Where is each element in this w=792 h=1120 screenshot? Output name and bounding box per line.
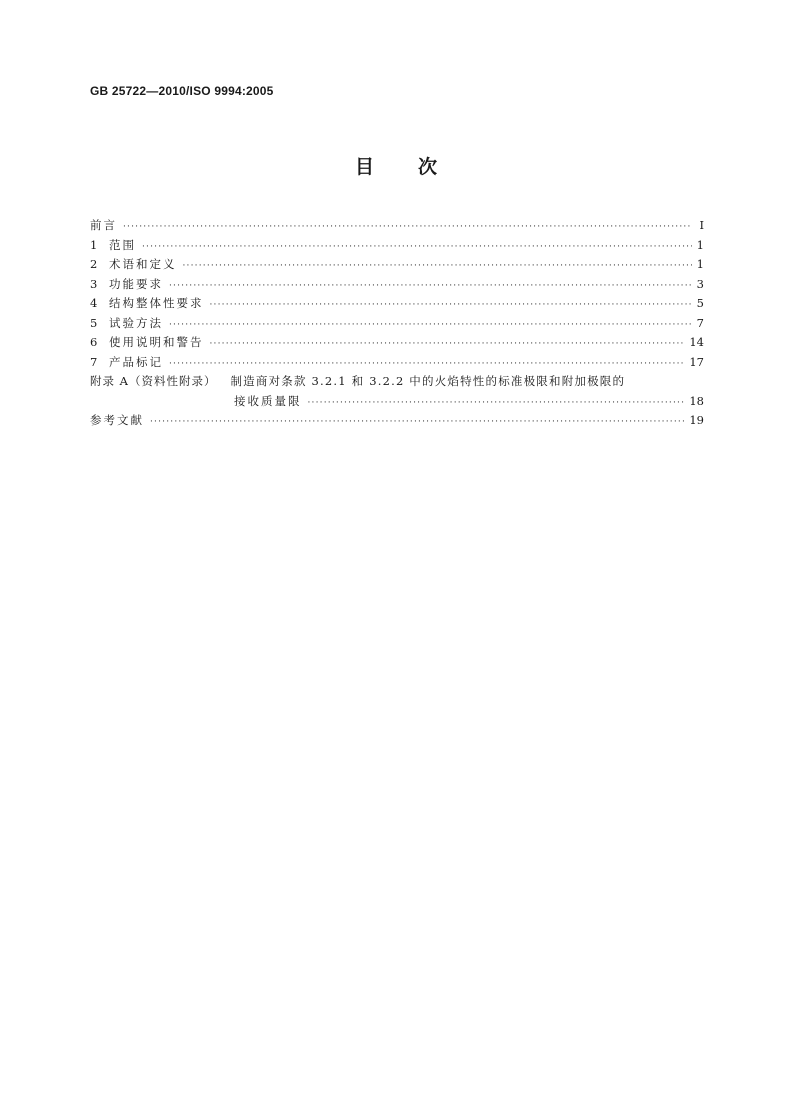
toc-entry-structural-requirements[interactable] bbox=[90, 294, 704, 314]
toc-leader-dots bbox=[123, 218, 692, 238]
page-title bbox=[0, 152, 792, 179]
annex-title-line1: 制造商对条款 3.2.1 和 3.2.2 中的火焰特性的标准极限和附加极限的 bbox=[230, 374, 626, 388]
table-of-contents bbox=[90, 216, 704, 431]
toc-entry-label: 范围 bbox=[109, 237, 136, 252]
annex-label: 附录 A（资料性附录） bbox=[90, 374, 217, 388]
toc-entry-product-marking[interactable] bbox=[90, 353, 704, 373]
title-char-right: 次 bbox=[418, 156, 438, 178]
title-char-left: 目 bbox=[354, 156, 374, 178]
toc-entry-annex-a[interactable] bbox=[90, 372, 704, 392]
toc-entry-label: 参考文献 bbox=[90, 413, 144, 427]
toc-entry-label: 试验方法 bbox=[109, 315, 163, 330]
toc-entry-number: 6 bbox=[90, 335, 98, 349]
toc-entry-number: 1 bbox=[90, 237, 98, 252]
toc-entry-number: 2 bbox=[90, 257, 98, 271]
toc-entry-page: 1 bbox=[696, 257, 704, 271]
toc-entry-label: 前言 bbox=[90, 218, 117, 232]
toc-entry-page: 1 bbox=[696, 237, 704, 252]
toc-entry-page: 17 bbox=[689, 354, 704, 369]
toc-entry-functional-requirements[interactable] bbox=[90, 275, 704, 295]
toc-leader-dots bbox=[150, 413, 685, 433]
toc-leader-dots bbox=[210, 296, 693, 316]
toc-entry-label: 结构整体性要求 bbox=[109, 296, 204, 310]
toc-entry-instructions-warnings[interactable] bbox=[90, 333, 704, 353]
annex-title-line2: 接收质量限 bbox=[234, 393, 302, 408]
toc-entry-number: 3 bbox=[90, 276, 98, 291]
toc-entry-page: 7 bbox=[696, 315, 704, 330]
toc-entry-terms[interactable] bbox=[90, 255, 704, 275]
toc-leader-dots bbox=[142, 238, 692, 258]
toc-entry-label: 术语和定义 bbox=[109, 257, 177, 271]
toc-leader-dots bbox=[169, 277, 692, 297]
toc-leader-dots bbox=[169, 316, 692, 336]
toc-entry-test-methods[interactable] bbox=[90, 314, 704, 334]
toc-entry-scope[interactable] bbox=[90, 236, 704, 256]
toc-entry-number: 7 bbox=[90, 354, 98, 369]
toc-entry-page: 19 bbox=[689, 413, 704, 427]
toc-entry-page: Ⅰ bbox=[699, 218, 704, 232]
toc-entry-page: 14 bbox=[689, 335, 704, 349]
document-code-header: GB 25722—2010/ISO 9994:2005 bbox=[90, 84, 274, 98]
toc-leader-dots bbox=[308, 394, 686, 414]
toc-entry-annex-a-continued[interactable] bbox=[90, 392, 704, 412]
toc-entry-references[interactable] bbox=[90, 411, 704, 431]
toc-entry-label: 产品标记 bbox=[109, 354, 163, 369]
toc-entry-page: 3 bbox=[696, 276, 704, 291]
toc-leader-dots bbox=[210, 335, 686, 355]
toc-entry-foreword[interactable] bbox=[90, 216, 704, 236]
toc-entry-label: 功能要求 bbox=[109, 276, 163, 291]
toc-leader-dots bbox=[183, 257, 693, 277]
toc-entry-page: 5 bbox=[696, 296, 704, 310]
toc-entry-number: 4 bbox=[90, 296, 98, 310]
toc-entry-page: 18 bbox=[689, 393, 704, 408]
toc-entry-label: 使用说明和警告 bbox=[109, 335, 204, 349]
toc-entry-number: 5 bbox=[90, 315, 98, 330]
